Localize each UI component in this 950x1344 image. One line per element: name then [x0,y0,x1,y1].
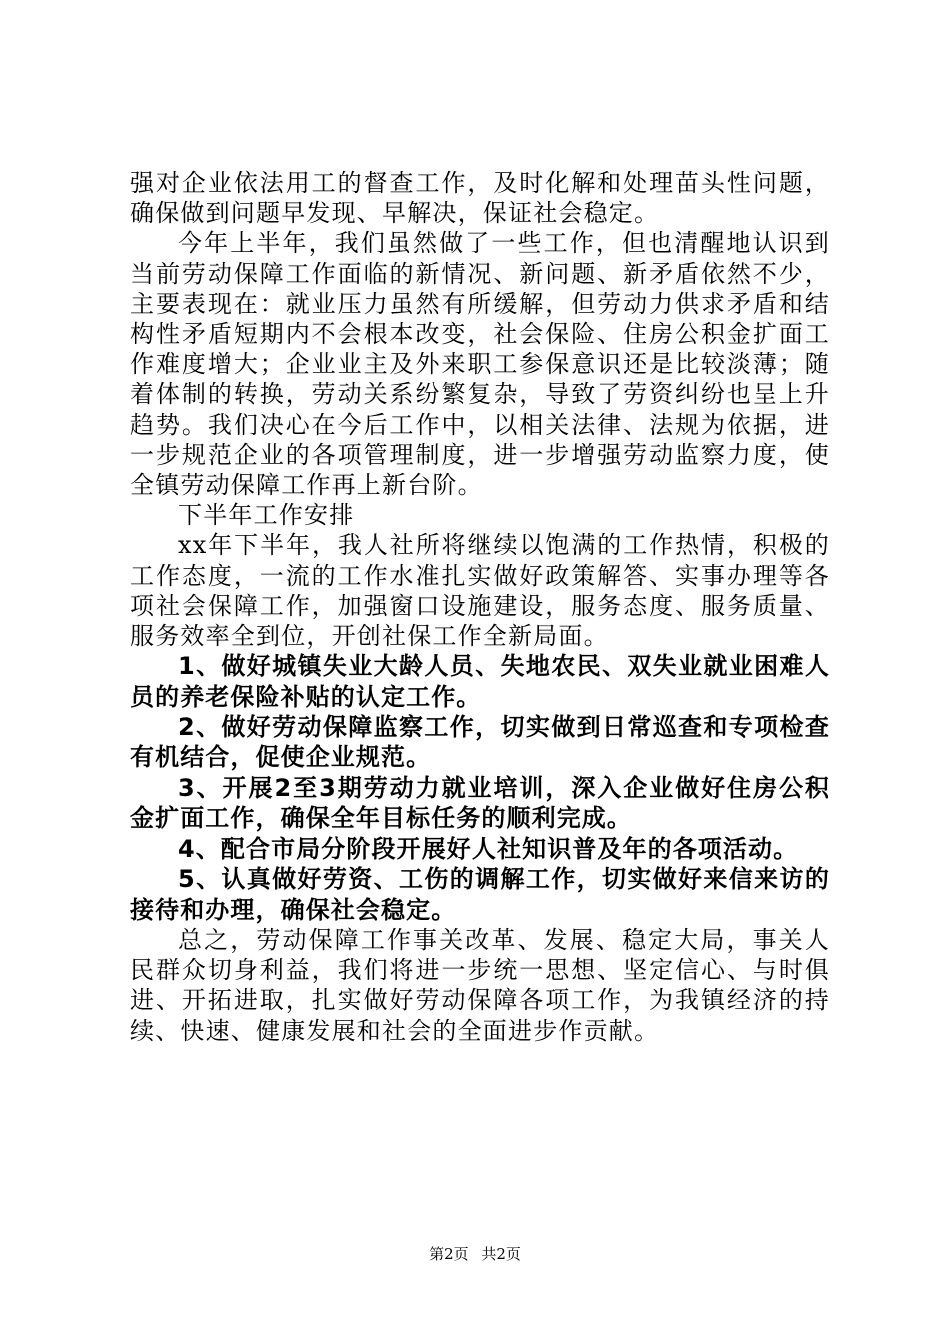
list-item-5: 5、认真做好劳资、工伤的调解工作，切实做好来信来访的接待和办理，确保社会稳定。 [130,865,830,924]
page-footer [0,1243,950,1264]
paragraph-continuation: 强对企业依法用工的督查工作，及时化解和处理苗头性问题，确保做到问题早发现、早解决，保证社会稳定。 [130,169,830,228]
paragraph-second-half-intro: xx年下半年，我人社所将继续以饱满的工作热情，积极的工作态度，一流的工作水准扎实做好政策解答、实事办理等各项社会保障工作，加强窗口设施建设，服务态度、服务质量、服务效率全到位，开创社保工作全新局面。 [130,531,830,651]
document-body [130,168,830,1046]
section-heading: 下半年工作安排 [178,501,355,530]
list-item-1: 1、做好城镇失业大龄人员、失地农民、双失业就业困难人员的养老保险补贴的认定工作。 [130,652,830,711]
list-item-2: 2、做好劳动保障监察工作，切实做到日常巡查和专项检查有机结合，促使企业规范。 [130,713,830,772]
paragraph-conclusion: 总之，劳动保障工作事关改革、发展、稳定大局，事关人民群众切身利益，我们将进一步统一思想、坚定信心、与时俱进、开拓进取，扎实做好劳动保障各项工作，为我镇经济的持续、快速、健康发展和社会的全面进步作贡献。 [130,925,830,1045]
list-item-3: 3、开展2至3期劳动力就业培训，深入企业做好住房公积金扩面工作，确保全年目标任务的顺利完成。 [130,773,830,833]
page-number-total: 共2页 [481,1245,521,1263]
paragraph-first-half-summary: 今年上半年，我们虽然做了一些工作，但也清醒地认识到当前劳动保障工作面临的新情况、新问题、新矛盾依然不少，主要表现在：就业压力虽然有所缓解，但劳动力供求矛盾和结构性矛盾短期内不会根本改变，社会保险、住房公积金扩面工作难度增大；企业业主及外来职工参保意识还是比较淡薄；随着体制的转换，劳动关系纷繁复杂，导致了劳资纠纷也呈上升趋势。我们决心在今后工作中，以相关法律、法规为依据，进一步规范企业的各项管理制度，进一步增强劳动监察力度，使全镇劳动保障工作再上新台阶。 [130,229,830,500]
page-number-current: 第2页 [429,1245,469,1263]
list-item-4: 4、配合市局分阶段开展好人社知识普及年的各项活动。 [178,834,799,863]
